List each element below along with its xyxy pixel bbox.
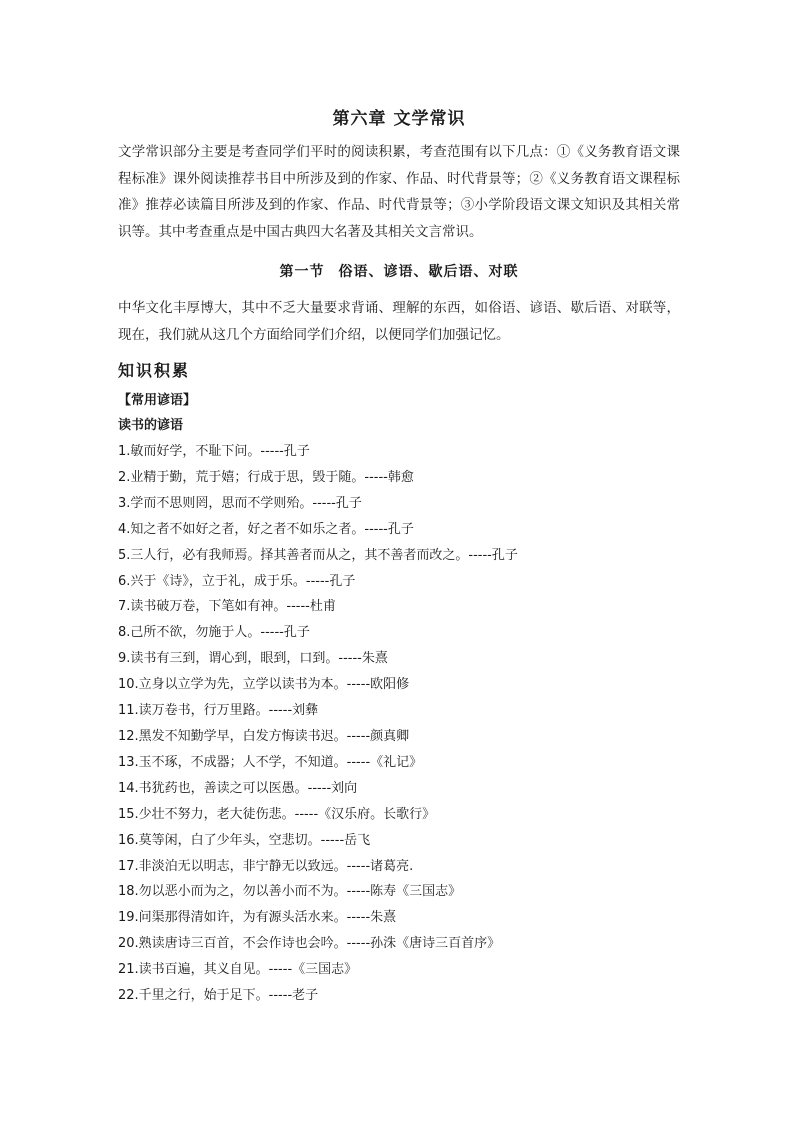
document-page (118, 104, 680, 1009)
quote-item: 20.熟读唐诗三百首，不会作诗也会吟。-----孙洙《唐诗三百首序》 (118, 936, 501, 952)
quote-item: 6.兴于《诗》，立于礼，成于乐。-----孔子 (118, 573, 356, 589)
quote-item: 16.莫等闲，白了少年头，空悲切。-----岳飞 (118, 832, 371, 848)
quote-item: 1.敏而好学，不耻下问。-----孔子 (118, 444, 310, 459)
chapter-title: 第六章 文学常识 (332, 109, 466, 129)
quote-item: 18.勿以恶小而为之，勿以善小而不为。-----陈寿《三国志》 (118, 884, 462, 900)
quote-list (118, 439, 680, 1009)
quote-item: 12.黑发不知勤学早，白发方悔读书迟。-----颜真卿 (118, 728, 410, 744)
quote-item: 5.三人行，必有我师焉。择其善者而从之，其不善者而改之。-----孔子 (118, 547, 518, 563)
quote-item: 22.千里之行，始于足下。-----老子 (118, 988, 319, 1004)
quote-item: 7.读书破万卷，下笔如有神。-----杜甫 (118, 599, 336, 615)
section-name: 俗语、谚语、歇后语、对联 (338, 264, 519, 280)
quote-item: 15.少壮不努力，老大徒伤悲。-----《汉乐府。长歌行》 (118, 806, 436, 822)
quote-item: 14.书犹药也，善读之可以医愚。-----刘向 (118, 780, 358, 796)
quote-item: 17.非淡泊无以明志，非宁静无以致远。-----诸葛亮. (118, 858, 414, 874)
quote-item: 11.读万卷书，行万里路。-----刘彝 (118, 703, 319, 719)
quote-item: 2.业精于勤，荒于嬉；行成于思，毁于随。-----韩愈 (118, 469, 414, 485)
quote-item: 3.学而不思则罔，思而不学则殆。-----孔子 (118, 495, 362, 511)
quote-item: 8.己所不欲，勿施于人。-----孔子 (118, 625, 310, 641)
proverb-category-heading: 【常用谚语】 (118, 393, 197, 408)
quote-item: 10.立身以立学为先，立学以读书为本。-----欧阳修 (118, 677, 410, 693)
quote-item: 9.读书有三到，谓心到，眼到，口到。-----朱熹 (118, 651, 388, 667)
quote-item: 4.知之者不如好之者，好之者不如乐之者。-----孔子 (118, 521, 414, 537)
quote-item: 13.玉不琢，不成器；人不学，不知道。-----《礼记》 (118, 754, 423, 770)
section-label: 第一节 (279, 264, 325, 280)
section-title (118, 261, 680, 281)
chapter-intro: 文学常识部分主要是考查同学们平时的阅读积累，考查范围有以下几点：①《义务教育语文课程标准》课外阅读推荐书目中所涉及到的作家、作品、时代背景等；②《义务教育语文课程标准》推荐必读篇目所涉及到的作家、作品、时代背景等；③小学阶段语文课文知识及其相关常识等。其中考查重点是中国古典四大名著及其相关文言常识。 (118, 144, 680, 240)
reading-proverbs-heading: 读书的谚语 (118, 418, 184, 433)
quote-item: 21.读书百遍，其义自见。-----《三国志》 (118, 962, 358, 978)
quote-item: 19.问渠那得清如许，为有源头活水来。-----朱熹 (118, 910, 397, 926)
section-intro: 中华文化丰厚博大，其中不乏大量要求背诵、理解的东西，如俗语、谚语、歇后语、对联等，现在，我们就从这几个方面给同学们介绍，以便同学们加强记忆。 (118, 300, 680, 343)
knowledge-heading: 知识积累 (118, 361, 191, 380)
